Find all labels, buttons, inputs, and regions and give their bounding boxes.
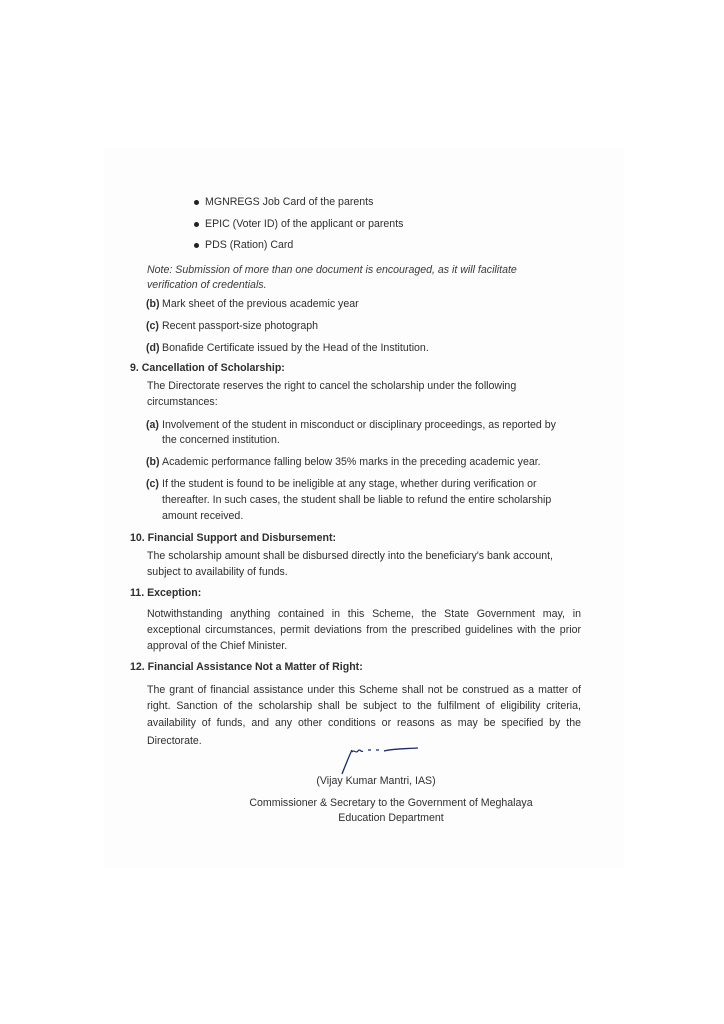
bullet-item: MGNREGS Job Card of the parents (205, 196, 374, 208)
item-text: the concerned institution. (162, 434, 280, 446)
section-text: Directorate. (147, 735, 202, 747)
section-text: The scholarship amount shall be disbursed directly into the beneficiary's bank account, (147, 550, 553, 562)
item-text: Involvement of the student in misconduct or disciplinary proceedings, as reported by (162, 419, 556, 431)
item-text: thereafter. In such cases, the student shall be liable to refund the entire scholarship (162, 494, 552, 506)
item-marker: (a) (146, 419, 159, 431)
section-text: The Directorate reserves the right to cancel the scholarship under the following (147, 380, 517, 392)
section-heading: 10. Financial Support and Disbursement: (130, 532, 337, 544)
item-marker: (b) (146, 456, 160, 468)
bullet-icon (194, 222, 199, 227)
section-text: approval of the Chief Minister. (147, 640, 288, 652)
item-text: amount received. (162, 510, 244, 522)
bullet-icon (194, 243, 199, 248)
section-text: right. Sanction of the scholarship shall be subject to the fulfilment of eligibility criteria, (147, 700, 581, 712)
section-heading: 12. Financial Assistance Not a Matter of Right: (130, 661, 363, 673)
section-text: circumstances: (147, 396, 218, 408)
note-line: Note: Submission of more than one document is encouraged, as it will facilitate (147, 264, 517, 276)
signatory-designation: Commissioner & Secretary to the Government of Meghalaya (249, 797, 533, 809)
bullet-icon (194, 200, 199, 205)
section-text: Notwithstanding anything contained in this Scheme, the State Government may, in (147, 608, 581, 620)
signature-mark (338, 742, 422, 776)
item-text: Academic performance falling below 35% marks in the preceding academic year. (162, 456, 541, 468)
doc-text: Recent passport-size photograph (162, 320, 319, 332)
section-heading: 9. Cancellation of Scholarship: (130, 362, 285, 374)
section-heading: 11. Exception: (130, 587, 202, 599)
doc-marker: (c) (146, 320, 159, 332)
bullet-item: EPIC (Voter ID) of the applicant or parents (205, 218, 404, 230)
note-line: verification of credentials. (147, 279, 267, 291)
doc-text: Mark sheet of the previous academic year (162, 298, 359, 310)
item-text: If the student is found to be ineligible at any stage, whether during verification or (162, 478, 537, 490)
doc-marker: (d) (146, 342, 160, 354)
doc-text: Bonafide Certificate issued by the Head of the Institution. (162, 342, 429, 354)
section-text: exceptional circumstances, permit deviations from the prescribed guidelines with the prior (147, 624, 581, 636)
item-marker: (c) (146, 478, 159, 490)
section-text: The grant of financial assistance under this Scheme shall not be construed as a matter of (147, 684, 581, 696)
bullet-item: PDS (Ration) Card (205, 239, 294, 251)
signatory-department: Education Department (338, 812, 444, 824)
signatory-name: (Vijay Kumar Mantri, IAS) (316, 775, 436, 787)
doc-marker: (b) (146, 298, 160, 310)
section-text: availability of funds, and any other conditions or reasons as may be specified by the (147, 717, 581, 729)
section-text: subject to availability of funds. (147, 566, 288, 578)
